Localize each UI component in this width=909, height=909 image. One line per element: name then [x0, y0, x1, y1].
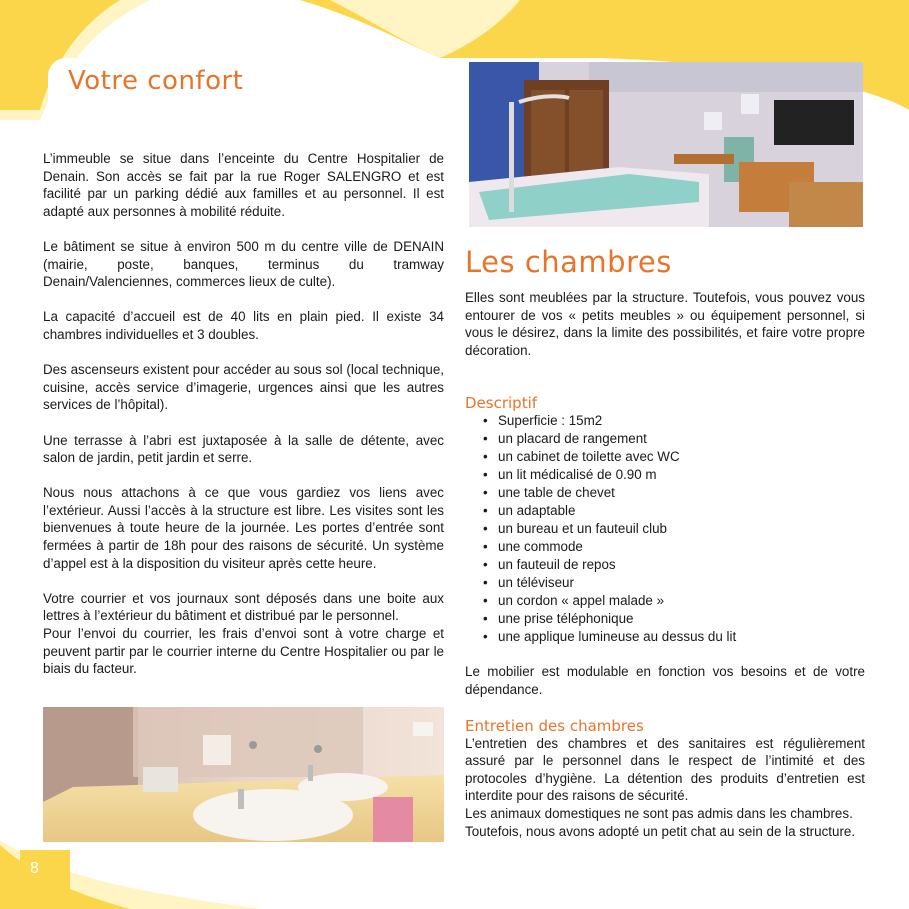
- paragraph-ascenseurs: Des ascenseurs existent pour accéder au sous sol (local technique, cuisine, accès service d’imagerie, urgences ainsi que les autres services de l’hôpital).: [43, 362, 444, 413]
- paragraph-envoi: Pour l’envoi du courrier, les frais d’envoi sont à votre charge et peuvent partir par le courrier interne du Centre Hospitalier ou par le biais du facteur.: [43, 626, 444, 677]
- paragraph-terrasse: Une terrasse à l’abri est juxtaposée à la salle de détente, avec salon de jardin, petit jardin et serre.: [43, 432, 444, 466]
- bedroom-photo: [469, 62, 863, 227]
- entretien-heading: Entretien des chambres: [465, 716, 644, 735]
- right-column: [465, 245, 865, 840]
- list-item: • un cabinet de toilette avec WC: [498, 448, 865, 466]
- list-item: • un lit médicalisé de 0.90 m: [498, 466, 865, 484]
- paragraph-centre-ville: Le bâtiment se situe à environ 500 m du centre ville de DENAIN (mairie, poste, banques, terminus du tramway Denain/Valenciennes, commerces lieux de culte).: [43, 238, 444, 290]
- list-item: • un fauteuil de repos: [498, 556, 865, 574]
- list-item: • une commode: [498, 538, 865, 556]
- paragraph-chat: Toutefois, nous avons adopté un petit chat au sein de la structure.: [465, 823, 856, 839]
- paragraph-entretien: L’entretien des chambres et des sanitaires est régulièrement assuré par le personnel dans le respect de l’intimité et des protocoles d’hygiène. La détention des produits d’entretien est interdite pour des raisons de sécurité.: [465, 735, 865, 804]
- list-item: • un cordon « appel malade »: [498, 592, 865, 610]
- paragraph-animaux: Les animaux domestiques ne sont pas admis dans les chambres.: [465, 805, 853, 821]
- list-item: • un adaptable: [498, 502, 865, 520]
- list-item: • une applique lumineuse au dessus du lit: [498, 628, 865, 646]
- paragraph-capacite: La capacité d’accueil est de 40 lits en plain pied. Il existe 34 chambres individuelles et 3 doubles.: [43, 309, 444, 342]
- section-title-votre-confort: Votre confort: [68, 66, 244, 96]
- section-title-les-chambres: Les chambres: [465, 245, 672, 279]
- list-item: • un téléviseur: [498, 574, 865, 592]
- list-item: • un placard de rangement: [498, 430, 865, 448]
- page-number: 8: [30, 860, 39, 877]
- paragraph-mobilier: Le mobilier est modulable en fonction vos besoins et de votre dépendance.: [465, 664, 865, 697]
- bathroom-illustration: [43, 707, 444, 842]
- descriptif-list: [465, 412, 865, 646]
- descriptif-heading: Descriptif: [465, 394, 538, 413]
- paragraph-location: L’immeuble se situe dans l’enceinte du Centre Hospitalier de Denain. Son accès se fait par la rue Roger SALENGRO et est facilité par un parking dédié aux familles et au personnel. Il est adapté aux personnes à mobilité réduite.: [43, 151, 444, 219]
- list-item: • un bureau et un fauteuil club: [498, 520, 865, 538]
- bedroom-illustration: [469, 62, 863, 227]
- list-item: • Superficie : 15m2: [498, 412, 865, 430]
- paragraph-courrier: Votre courrier et vos journaux sont déposés dans une boite aux lettres à l’extérieur du bâtiment et distribué par le personnel.: [43, 590, 444, 624]
- paragraph-chambres-intro: Elles sont meublées par la structure. Toutefois, vous pouvez vous entourer de vos « petits meubles » ou équipement personnel, si vous le désirez, dans la limite des possibilités, et faire votre propre décoration.: [465, 290, 865, 358]
- paragraph-visites: Nous nous attachons à ce que vous gardiez vos liens avec l’extérieur. Aussi l’accès à la structure est libre. Les visites sont les bienvenues à toute heure de la journée. Les portes d’entrée sont fermées à partir de 18h pour des raisons de sécurité. Un système d’appel est à la disposition du visiteur après cette heure.: [43, 485, 444, 571]
- left-column: [43, 150, 444, 678]
- list-item: • une prise téléphonique: [498, 610, 865, 628]
- list-item: • une table de chevet: [498, 484, 865, 502]
- bathroom-photo: [43, 707, 444, 842]
